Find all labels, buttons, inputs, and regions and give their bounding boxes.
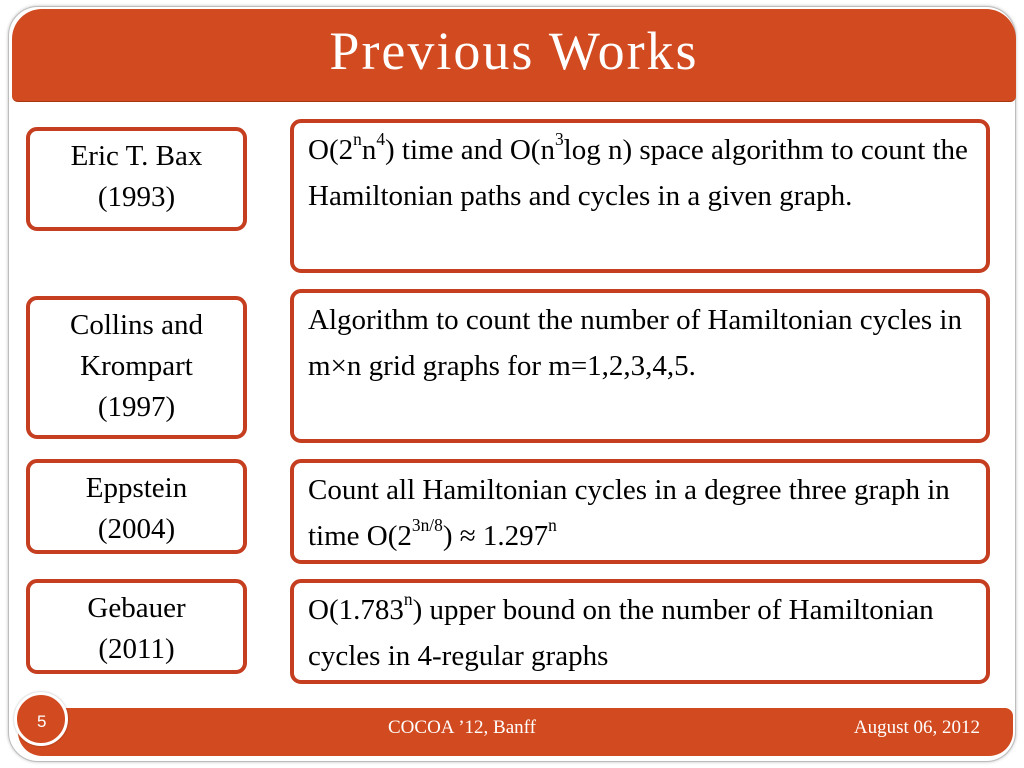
author-name: Eppstein	[85, 472, 188, 504]
author-year: (1993)	[97, 181, 176, 213]
footer-conference: COCOA ’12, Banff	[388, 717, 536, 738]
result-box-bax	[290, 119, 990, 273]
author-name: Krompart	[80, 350, 193, 382]
author-year: (1997)	[97, 391, 176, 423]
author-box-bax	[26, 127, 247, 231]
result-text: $O(2^nn^4)$ time and $O(n^3\log$ n) space algorithm to count the Hamiltonian paths and cycles in a given graph.	[308, 128, 968, 212]
author-name: Collins and	[70, 309, 203, 341]
footer-date: August 06, 2012	[853, 717, 980, 738]
result-text: Count all Hamiltonian cycles in a degree three graph in time $O(2^{3n/8}) \approx 1.297^n$	[308, 474, 950, 552]
author-name: Gebauer	[87, 592, 186, 624]
author-box-gebauer	[26, 579, 247, 674]
author-name: Eric T. Bax	[70, 140, 203, 172]
result-text: Algorithm to count the number of Hamiltonian cycles in m×n grid graphs for m=1,2,3,4,5.	[308, 304, 962, 382]
author-box-collins-krompart	[26, 296, 247, 439]
result-text: O(1.783$^n$) upper bound on the number of Hamiltonian cycles in 4-regular graphs	[308, 588, 934, 672]
result-box-collins-krompart	[290, 289, 990, 443]
result-box-gebauer	[290, 579, 990, 684]
author-box-eppstein	[26, 459, 247, 554]
author-year: (2011)	[98, 633, 175, 665]
page-number: 5	[37, 712, 47, 731]
result-box-eppstein	[290, 459, 990, 564]
slide-title: Previous Works	[329, 21, 699, 81]
author-year: (2004)	[97, 513, 176, 545]
